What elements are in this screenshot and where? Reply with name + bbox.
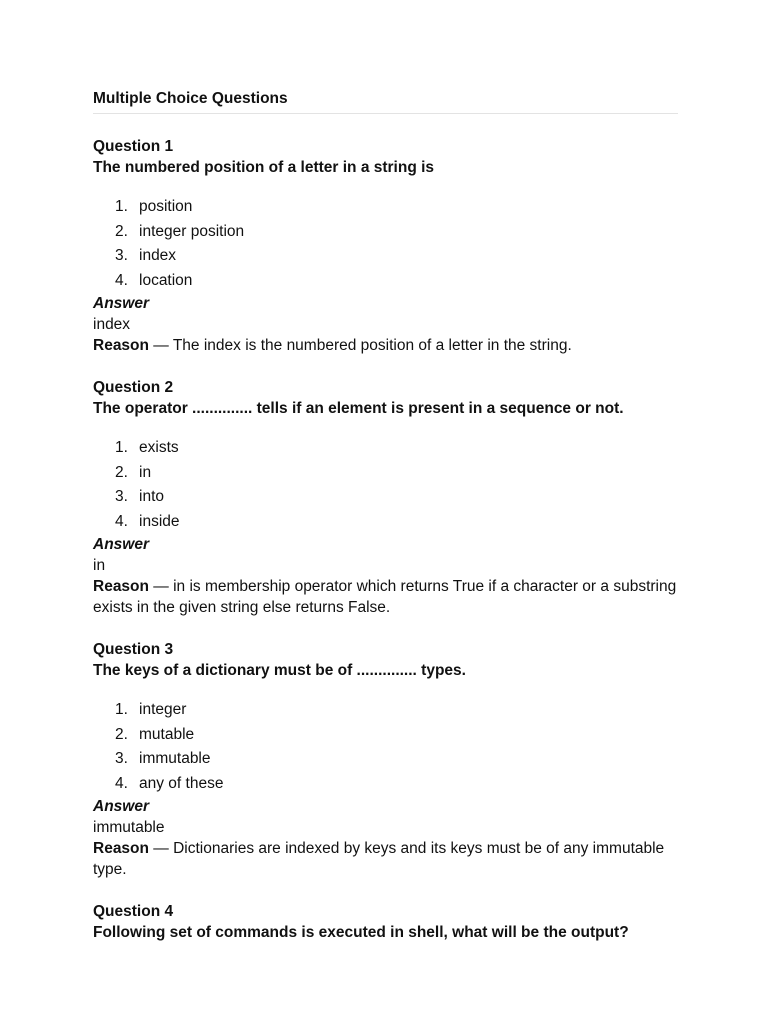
- title-divider: [93, 113, 678, 114]
- option-text: any of these: [139, 774, 224, 792]
- option-text: index: [139, 247, 177, 264]
- option-item: [93, 220, 678, 245]
- option-text: exists: [139, 439, 179, 456]
- question-text: The keys of a dictionary must be of .............. types.: [93, 662, 466, 679]
- option-item: [93, 772, 678, 797]
- option-text: position: [139, 198, 193, 215]
- option-number: 3.: [115, 488, 128, 505]
- option-number: 1.: [115, 701, 128, 718]
- options-list: [93, 195, 678, 293]
- option-number: 2.: [115, 222, 128, 240]
- option-text: into: [139, 488, 164, 505]
- answer-label: Answer: [93, 295, 149, 312]
- question-block: [93, 377, 678, 618]
- options-list: [93, 436, 678, 534]
- option-text: inside: [139, 512, 180, 530]
- option-item: [93, 723, 678, 748]
- question-label: Question 3: [93, 641, 174, 658]
- reason-label: Reason: [93, 840, 149, 857]
- option-number: 1.: [115, 439, 128, 456]
- reason-text: [93, 838, 678, 880]
- question-label: Question 2: [93, 379, 174, 396]
- page-title: Multiple Choice Questions: [93, 90, 288, 107]
- option-number: 3.: [115, 247, 128, 264]
- option-item: [93, 244, 678, 269]
- option-item: [93, 195, 678, 220]
- question-text: The operator .............. tells if an element is present in a sequence or not.: [93, 400, 624, 417]
- option-item: [93, 269, 678, 294]
- option-number: 4.: [115, 774, 128, 792]
- question-label: Question 1: [93, 138, 174, 155]
- option-item: [93, 510, 678, 535]
- reason-label: Reason: [93, 337, 149, 354]
- option-item: [93, 461, 678, 486]
- answer-value: in: [93, 557, 106, 574]
- option-number: 2.: [115, 463, 128, 481]
- reason-label: Reason: [93, 578, 149, 595]
- question-block: [93, 639, 678, 880]
- option-number: 4.: [115, 512, 128, 530]
- question-text: Following set of commands is executed in shell, what will be the output?: [93, 924, 629, 941]
- option-item: [93, 747, 678, 772]
- option-number: 2.: [115, 725, 128, 743]
- option-number: 3.: [115, 750, 128, 767]
- answer-label: Answer: [93, 798, 149, 815]
- answer-label: Answer: [93, 536, 149, 553]
- reason-text: [93, 576, 678, 618]
- option-item: [93, 436, 678, 461]
- reason-body: — The index is the numbered position of a letter in the string.: [149, 337, 572, 354]
- question-block: [93, 901, 678, 943]
- question-label: Question 4: [93, 903, 174, 920]
- reason-body: — in is membership operator which returns True if a character or a substring exists in the given string else returns False.: [93, 578, 677, 616]
- option-text: mutable: [139, 725, 195, 743]
- option-text: location: [139, 271, 193, 289]
- option-item: [93, 698, 678, 723]
- reason-body: — Dictionaries are indexed by keys and its keys must be of any immutable type.: [93, 840, 665, 878]
- question-block: [93, 136, 678, 356]
- document-content: [93, 88, 678, 943]
- answer-value: index: [93, 316, 131, 333]
- option-number: 1.: [115, 198, 128, 215]
- option-text: immutable: [139, 750, 211, 767]
- question-text: The numbered position of a letter in a string is: [93, 159, 435, 176]
- option-text: integer: [139, 701, 187, 718]
- answer-value: immutable: [93, 819, 165, 836]
- reason-text: [93, 335, 678, 356]
- option-text: integer position: [139, 222, 245, 240]
- options-list: [93, 698, 678, 796]
- option-item: [93, 485, 678, 510]
- option-text: in: [139, 463, 152, 481]
- option-number: 4.: [115, 271, 128, 289]
